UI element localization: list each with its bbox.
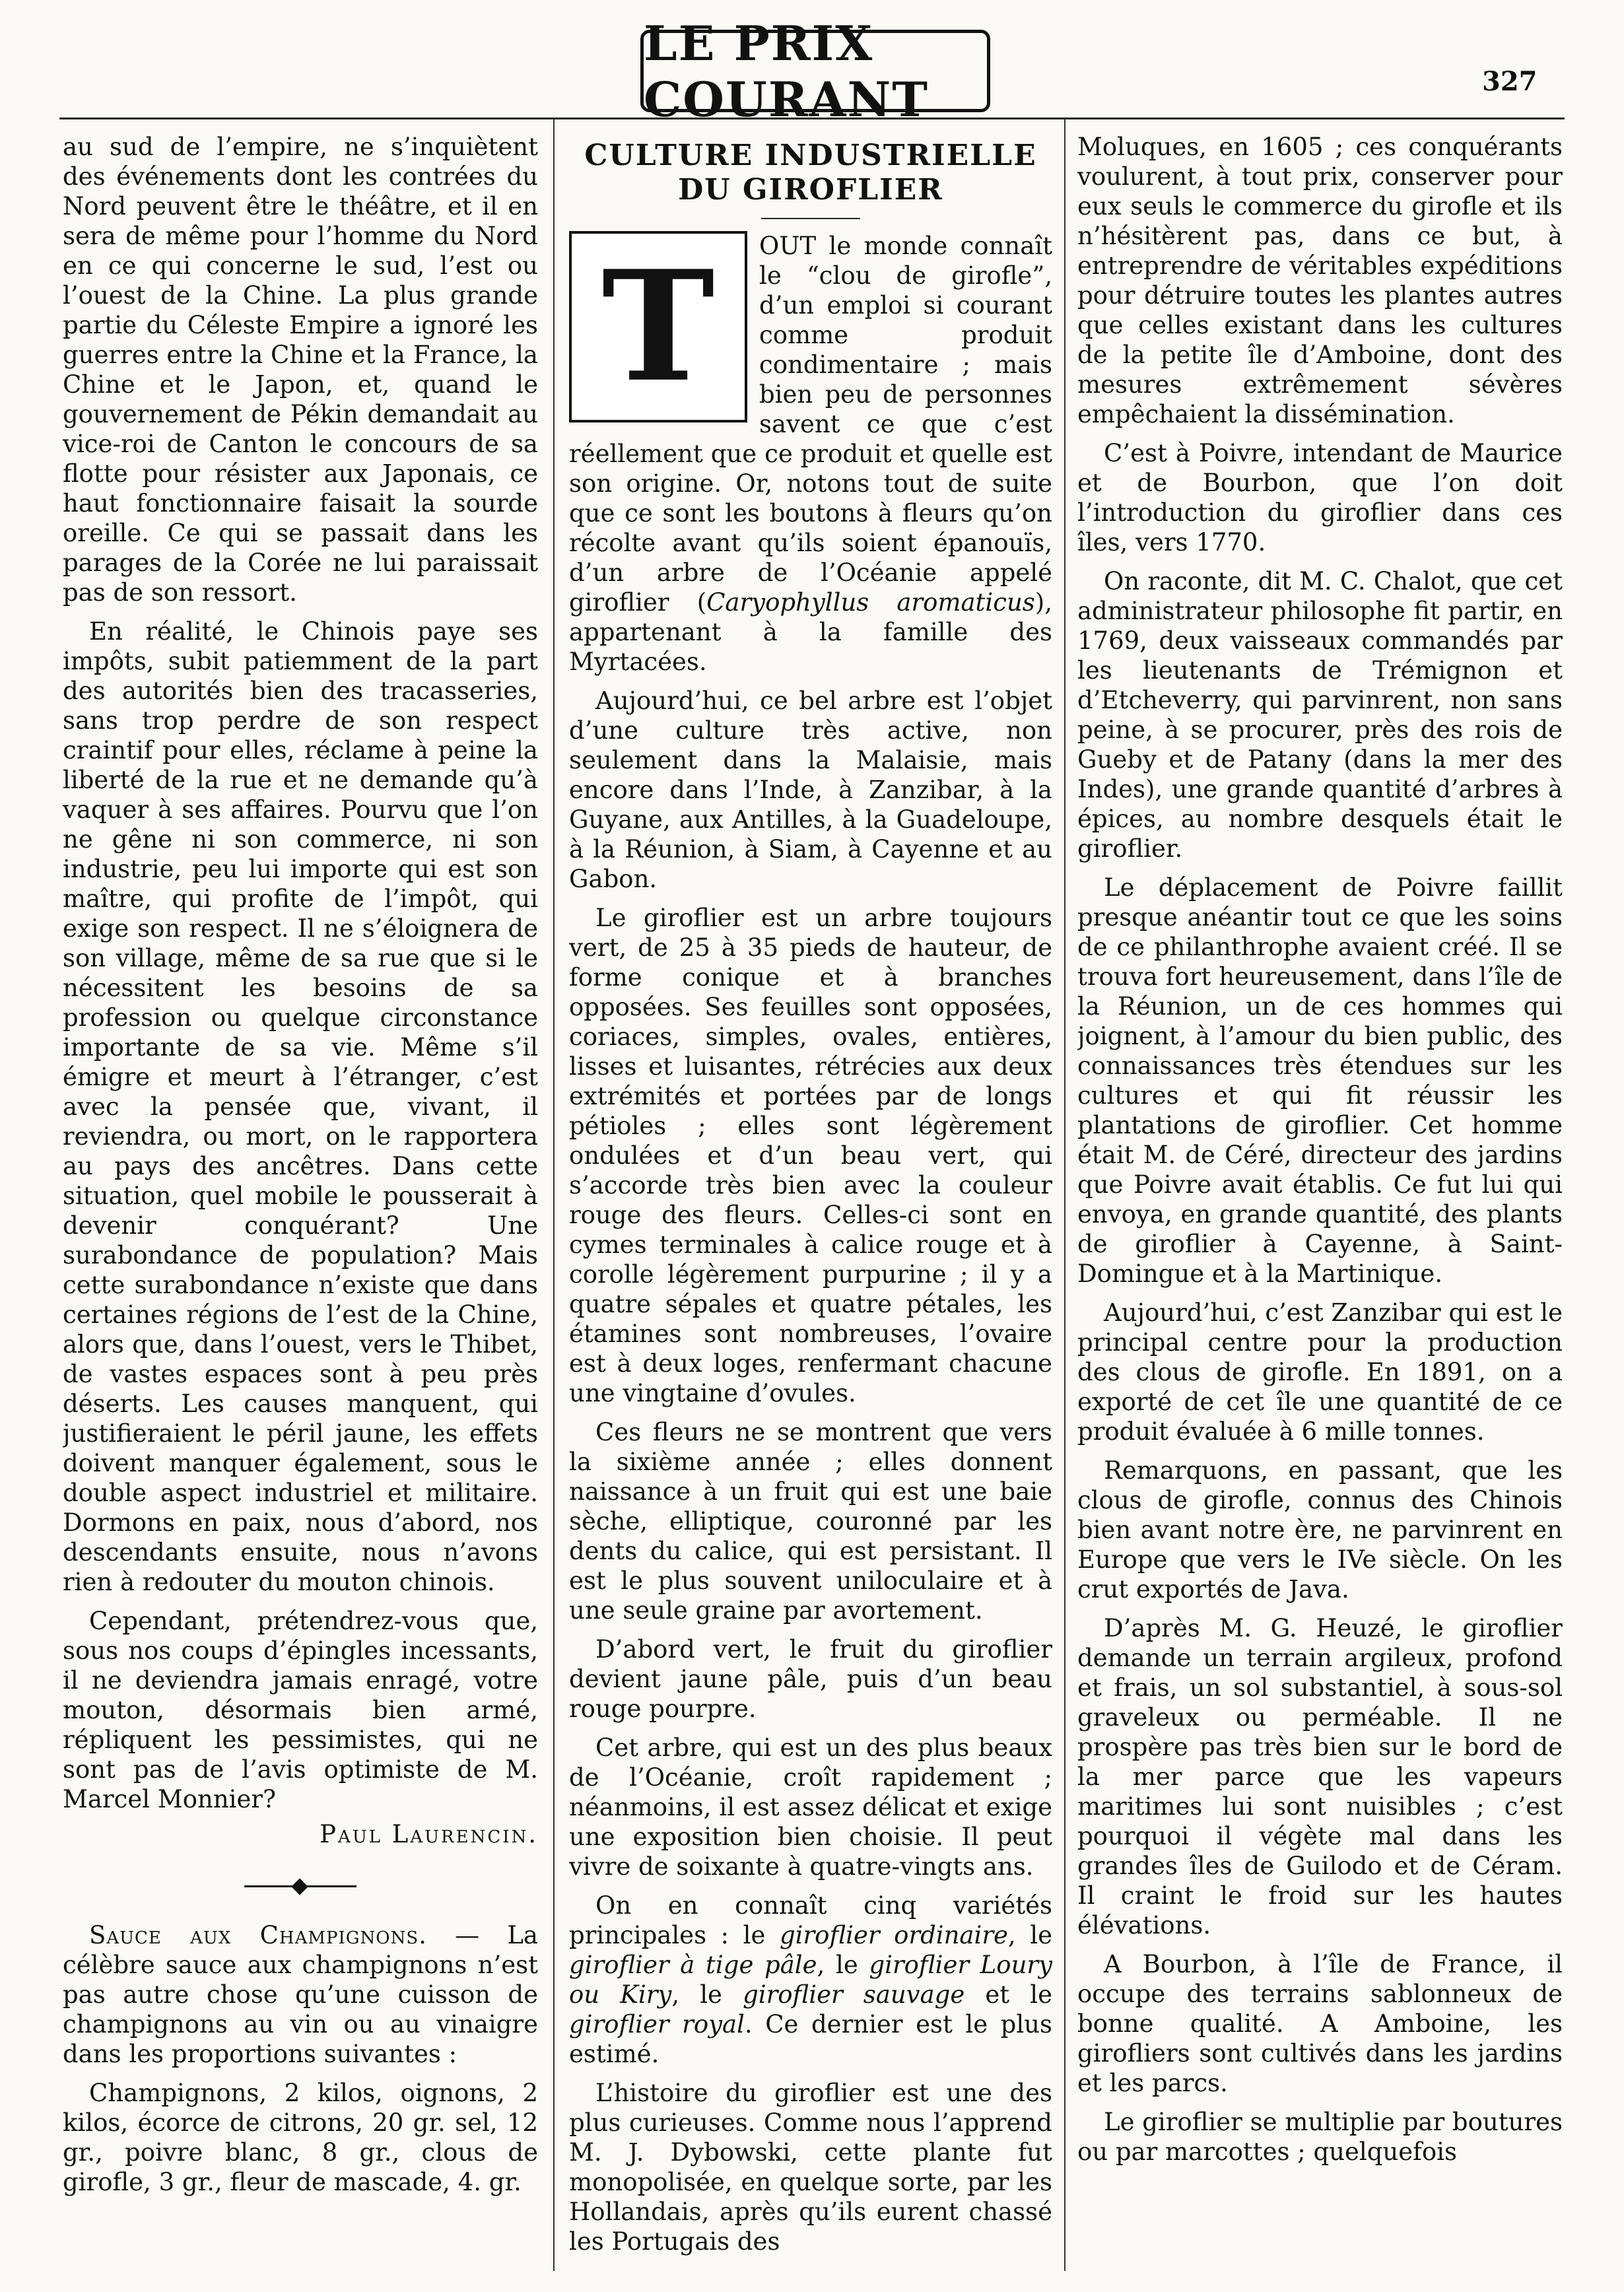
variety-name: giroflier Loury ou Kiry: [569, 1951, 1052, 2009]
page-header: [0, 0, 1624, 127]
variety-name: giroflier royal: [569, 2010, 745, 2039]
text: . Ce dernier est le plus estimé.: [569, 2010, 1052, 2068]
paragraph: L’histoire du giroflier est une des plus curieuses. Comme nous l’apprend M. J. Dybowski, cette plante fut monopolisée, en quelque sorte, par les Hollandais, après qu’ils eurent chassé les Portugais des: [569, 2079, 1052, 2256]
text: On en connaît cinq variétés principales : le: [569, 1891, 1052, 1949]
paragraph-varieties: [569, 1891, 1052, 2069]
author-signature: Paul Laurencin.: [320, 1820, 538, 1848]
column-2: [569, 132, 1052, 2264]
paragraph-recipe: Champignons, 2 kilos, oignons, 2 kilos, écorce de citrons, 20 gr. sel, 12 gr., poivre blanc, 8 gr., clous de girofle, 3 gr., fleur de mascade, 4. gr.: [63, 2079, 538, 2196]
sauce-heading: Sauce aux Champignons.: [89, 1921, 427, 1949]
lead-text-end: ), appartenant à la famille des Myrtacées.: [569, 588, 1052, 676]
column-1: [63, 132, 538, 2264]
lead-text: OUT le monde connaît le “clou de girofle”, d’un emploi si courant comme produit condimentaire ; mais bien peu de personnes savent ce que c’est réellement que ce produit et quelle est son origine. Or, notons tout de suite que ce sont les boutons à fleurs qu’on récolte avant qu’ils soient épanouïs, d’un arbre de l’Océanie appelé giroflier (: [569, 232, 1052, 617]
paragraph: On raconte, dit M. C. Chalot, que cet administrateur philosophe fit partir, en 1769, deux vaisseaux commandés par les lieutenants de Trémignon et d’Etcheverry, qui parvinrent, non sans peine, à se procurer, près des rois de Gueby et de Patany (dans la mer des Indes), une grande quantité d’arbres à épices, au nombre desquels était le giroflier.: [1077, 567, 1563, 863]
paragraph: Ces fleurs ne se montrent que vers la sixième année ; elles donnent naissance à un fruit qui est une baie sèche, elliptique, couronné par les dents du calice, qui est persistant. Il est le plus souvent uniloculaire et à une seule graine par avortement.: [569, 1418, 1052, 1625]
paragraph: Le giroflier se multiplie par boutures ou par marcottes ; quelquefois: [1077, 2108, 1563, 2166]
paragraph: C’est à Poivre, intendant de Maurice et de Bourbon, que l’on doit l’introduction du giroflier dans ces îles, vers 1770.: [1077, 439, 1563, 556]
column-divider-2: [1064, 119, 1066, 2271]
variety-name: giroflier à tige pâle: [569, 1951, 817, 1979]
paragraph-sauce: [63, 1920, 538, 2069]
dropcap-ornament: T: [569, 231, 747, 422]
paragraph: Moluques, en 1605 ; ces conquérants voulurent, à tout prix, conserver pour eux seuls le commerce du girofle et ils n’hésitèrent pas, dans ce but, à entreprendre de véritables expéditions pour détruire toutes les plantes autres que celles existant dans les cultures de la petite île d’Amboine, dont des mesures extrêmement sévères empêchaient la dissémination.: [1077, 133, 1563, 428]
paragraph: D’abord vert, le fruit du giroflier devient jaune pâle, puis d’un beau rouge pourpre.: [569, 1635, 1052, 1723]
paragraph: Cependant, prétendrez-vous que, sous nos coups d’épingles incessants, il ne deviendra jamais enragé, votre mouton, désormais bien armé, répliquent les pessimistes, qui ne sont pas de l’avis optimiste de M. Marcel Monnier?: [63, 1607, 538, 1813]
paragraph: Aujourd’hui, ce bel arbre est l’objet d’une culture très active, non seulement dans la Malaisie, mais encore dans l’Inde, à Zanzibar, à la Guyane, aux Antilles, à la Guadeloupe, à la Réunion, à Siam, à Cayenne et au Gabon.: [569, 687, 1052, 893]
article-title: CULTURE INDUSTRIELLE DU GIROFLIER: [584, 139, 1037, 207]
paragraph: En réalité, le Chinois paye ses impôts, subit patiemment de la part des autorités bien des tracasseries, sans trop perdre de son respect craintif pour elles, réclame à peine la liberté de la rue et ne demande qu’à vaquer à ses affaires. Pourvu que l’on ne gêne ni son commerce, ni son industrie, peu lui importe qui est son maître, qui profite de l’impôt, qui exige son respect. Il ne s’éloignera de son village, même de sa rue que si le nécessitent les besoins de sa profession ou quelque circonstance importante de sa vie. Même s’il émigre et meurt à l’étranger, c’est avec la pensée que, vivant, il reviendra, ou mort, on le rapportera au pays des ancêtres. Dans cette situation, quel mobile le pousserait à devenir conquérant? Une surabondance de population? Mais cette surabondance n’existe que dans certaines régions de l’est de la Chine, alors que, dans l’ouest, vers le Thibet, de vastes espaces sont à peu près déserts. Les causes manquent, qui justifieraient le péril jaune, les effets doivent manquer également, sous le double aspect industriel et militaire. Dormons en paix, nous d’abord, nos descendants ensuite, nous n’avons rien à redouter du mouton chinois.: [63, 617, 538, 1596]
paragraph: Aujourd’hui, c’est Zanzibar qui est le principal centre pour la production des clous de girofle. En 1891, on a exporté de cet île une quantité de ce produit évaluée à 6 mille tonnes.: [1077, 1298, 1563, 1446]
column-divider-1: [553, 119, 555, 2271]
title-rule: [761, 218, 860, 219]
header-rule: [59, 118, 1565, 119]
paragraph: A Bourbon, à l’île de France, il occupe des terrains sablonneux de bonne qualité. A Amboine, les girofliers sont cultivés dans les jardins et les parcs.: [1077, 1950, 1563, 2097]
variety-name: giroflier ordinaire: [779, 1921, 1008, 1949]
paragraph: Le giroflier est un arbre toujours vert, de 25 à 35 pieds de hauteur, de forme conique et à branches opposées. Ses feuilles sont opposées, coriaces, simples, ovales, entières, lisses et luisantes, rétrécies aux deux extrémités et portées par de longs pétioles ; elles sont légèrement ondulées et d’un beau vert, qui s’accorde très bien avec la couleur rouge des fleurs. Celles-ci sont en cymes terminales à calice rouge et à corolle légèrement purpurine ; il y a quatre sépales et quatre pétales, les étamines sont nombreuses, l’ovaire est à deux loges, renfermant chacune une vingtaine d’ovules.: [569, 904, 1052, 1407]
paragraph: Cet arbre, qui est un des plus beaux de l’Océanie, croît rapidement ; néanmoins, il est assez délicat et exige une exposition bien choisie. Il peut vivre de soixante à quatre-vingts ans.: [569, 1734, 1052, 1881]
page-number: 327: [1482, 66, 1538, 97]
paragraph: au sud de l’empire, ne s’inquiètent des événements dont les contrées du Nord peuvent être le théâtre, et il en sera de même pour l’homme du Nord en ce qui concerne le sud, l’est ou l’ouest de la Chine. La plus grande partie du Céleste Empire a ignoré les guerres entre la Chine et la France, la Chine et le Japon, et, quand le gouvernement de Pékin demandait au vice-roi de Canton le concours de sa flotte pour résister aux Japonais, ce haut fonctionnaire faisait la sourde oreille. Ce qui se passait dans les parages de la Corée ne lui paraissait pas de son ressort.: [63, 133, 538, 607]
text: et le: [964, 1980, 1052, 2009]
sauce-intro: — La célèbre sauce aux champignons n’est pas autre chose qu’une cuisson de champignons au vin ou au vinaigre dans les proportions suivantes :: [63, 1921, 538, 2068]
section-divider: [244, 1881, 356, 1891]
masthead-logo: LE PRIX COURANT: [640, 30, 990, 112]
latin-name: Caryophyllus aromaticus: [706, 588, 1035, 617]
text: , le: [817, 1951, 869, 1979]
variety-name: giroflier sauvage: [743, 1980, 965, 2009]
text: , le: [671, 1980, 743, 2009]
text: , le: [1007, 1921, 1052, 1949]
column-3: [1077, 132, 1563, 2264]
paragraph: Remarquons, en passant, que les clous de girofle, connus des Chinois bien avant notre ère, ne parvinrent en Europe que vers le IVe siècle. On les crut exportés de Java.: [1077, 1456, 1563, 1603]
paragraph: Le déplacement de Poivre faillit presque anéantir tout ce que les soins de ce philanthrophe avaient créé. Il se trouva fort heureusement, dans l’île de la Réunion, un de ces hommes qui joignent, à l’amour du bien public, des connaissances très étendues sur les cultures et qui fit réussir les plantations de giroflier. Cet homme était M. de Céré, directeur des jardins que Poivre avait établis. Ce fut lui qui envoya, en grande quantité, des plants de giroflier à Cayenne, à Saint-Domingue et à la Martinique.: [1077, 873, 1563, 1288]
paragraph: D’après M. G. Heuzé, le giroflier demande un terrain argileux, profond et frais, un sol substantiel, à sous-sol graveleux ou perméable. Il ne prospère pas très bien sur le bord de la mer parce que les vapeurs maritimes lui sont nuisibles ; c’est pourquoi il végète mal dans les grandes îles de Guilodo et de Céram. Il craint le froid sur les hautes élévations.: [1077, 1614, 1563, 1939]
